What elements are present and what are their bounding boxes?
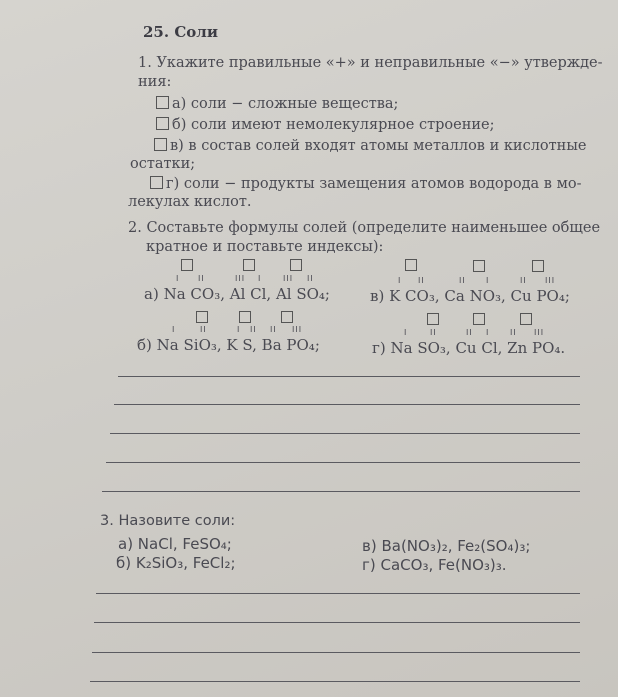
q1-option-b [156,117,495,133]
valence-label: II [307,274,314,283]
valence-label: II [520,276,527,285]
index-box[interactable] [473,313,485,325]
index-box[interactable] [520,313,532,325]
answer-line[interactable] [92,652,580,653]
formula-label-g: г) [372,339,386,357]
valence-label: I [258,274,262,283]
valence-label: III [235,274,246,283]
answer-checkbox-g[interactable] [150,176,163,189]
q2-heading-cont: кратное и поставьте индексы): [146,239,384,255]
valence-label: I [172,325,176,334]
answer-line[interactable] [94,622,580,623]
formula-text-a: Na CO₃, Al Cl, Al SO₄; [163,285,330,303]
index-box[interactable] [181,259,193,271]
valence-label: II [198,274,205,283]
q3-option-b: б) K₂SiO₃, FeCl₂; [116,554,236,572]
formula-label-b: б) [137,336,152,354]
index-box[interactable] [239,311,251,323]
valence-label: I [176,274,180,283]
answer-line[interactable] [90,681,580,682]
q1-heading-cont: ния: [138,74,172,90]
valence-label: II [466,328,473,337]
valence-label: II [270,325,277,334]
q1-option-v [154,138,586,154]
answer-line[interactable] [118,376,580,377]
index-box[interactable] [281,311,293,323]
q1-option-v-cont: остатки; [130,156,196,172]
q3-option-v: в) Ba(NO₃)₂, Fe₂(SO₄)₃; [362,537,531,555]
formula-row-g [372,339,565,357]
valence-label: III [534,328,545,337]
valence-label: I [486,276,490,285]
valence-label: III [292,325,303,334]
q1-option-a [156,96,398,112]
valence-label: I [404,328,408,337]
q1-option-v-text: в) в состав солей входят атомы металлов и кислотные [170,138,587,154]
q1-option-g-text: г) соли − продукты замещения атомов водорода в мо- [166,176,582,192]
valence-label: II [430,328,437,337]
valence-label: II [418,276,425,285]
valence-label: I [237,325,241,334]
index-box[interactable] [196,311,208,323]
formula-label-v: в) [370,287,385,305]
formula-row-a [144,285,330,303]
valence-label: III [545,276,556,285]
valence-label: II [510,328,517,337]
answer-checkbox-v[interactable] [154,138,167,151]
q1-heading: 1. Укажите правильные «+» и неправильные «−» утвержде- [138,55,603,71]
valence-label: II [250,325,257,334]
formula-row-b [137,336,320,354]
q2-heading: 2. Составьте формулы солей (определите наименьшее общее [128,220,601,236]
q1-option-g [150,176,582,192]
formula-text-b: Na SiO₃, K S, Ba PO₄; [156,336,320,354]
index-box[interactable] [290,259,302,271]
answer-checkbox-b[interactable] [156,117,169,130]
index-box[interactable] [405,259,417,271]
formula-row-v [370,287,570,305]
answer-line[interactable] [96,593,580,594]
index-box[interactable] [427,313,439,325]
valence-label: III [283,274,294,283]
answer-line[interactable] [106,462,580,463]
q3-option-g: г) CaCO₃, Fe(NO₃)₃. [362,556,507,574]
q1-option-a-text: а) соли − сложные вещества; [172,96,399,112]
q1-option-g-cont: лекулах кислот. [128,194,252,210]
q3-option-a: а) NaCl, FeSO₄; [118,535,232,553]
q3-heading: 3. Назовите соли: [100,513,236,529]
answer-line[interactable] [102,491,580,492]
answer-line[interactable] [114,404,580,405]
section-title: 25. Соли [143,23,218,41]
valence-label: II [459,276,466,285]
answer-checkbox-a[interactable] [156,96,169,109]
index-box[interactable] [532,260,544,272]
formula-label-a: а) [144,285,159,303]
answer-line[interactable] [110,433,580,434]
valence-label: II [200,325,207,334]
valence-label: I [486,328,490,337]
index-box[interactable] [473,260,485,272]
formula-text-v: K CO₃, Ca NO₃, Cu PO₄; [389,287,570,305]
formula-text-g: Na SO₃, Cu Cl, Zn PO₄. [390,339,566,357]
q1-option-b-text: б) соли имеют немолекулярное строение; [172,117,495,133]
index-box[interactable] [243,259,255,271]
valence-label: I [398,276,402,285]
